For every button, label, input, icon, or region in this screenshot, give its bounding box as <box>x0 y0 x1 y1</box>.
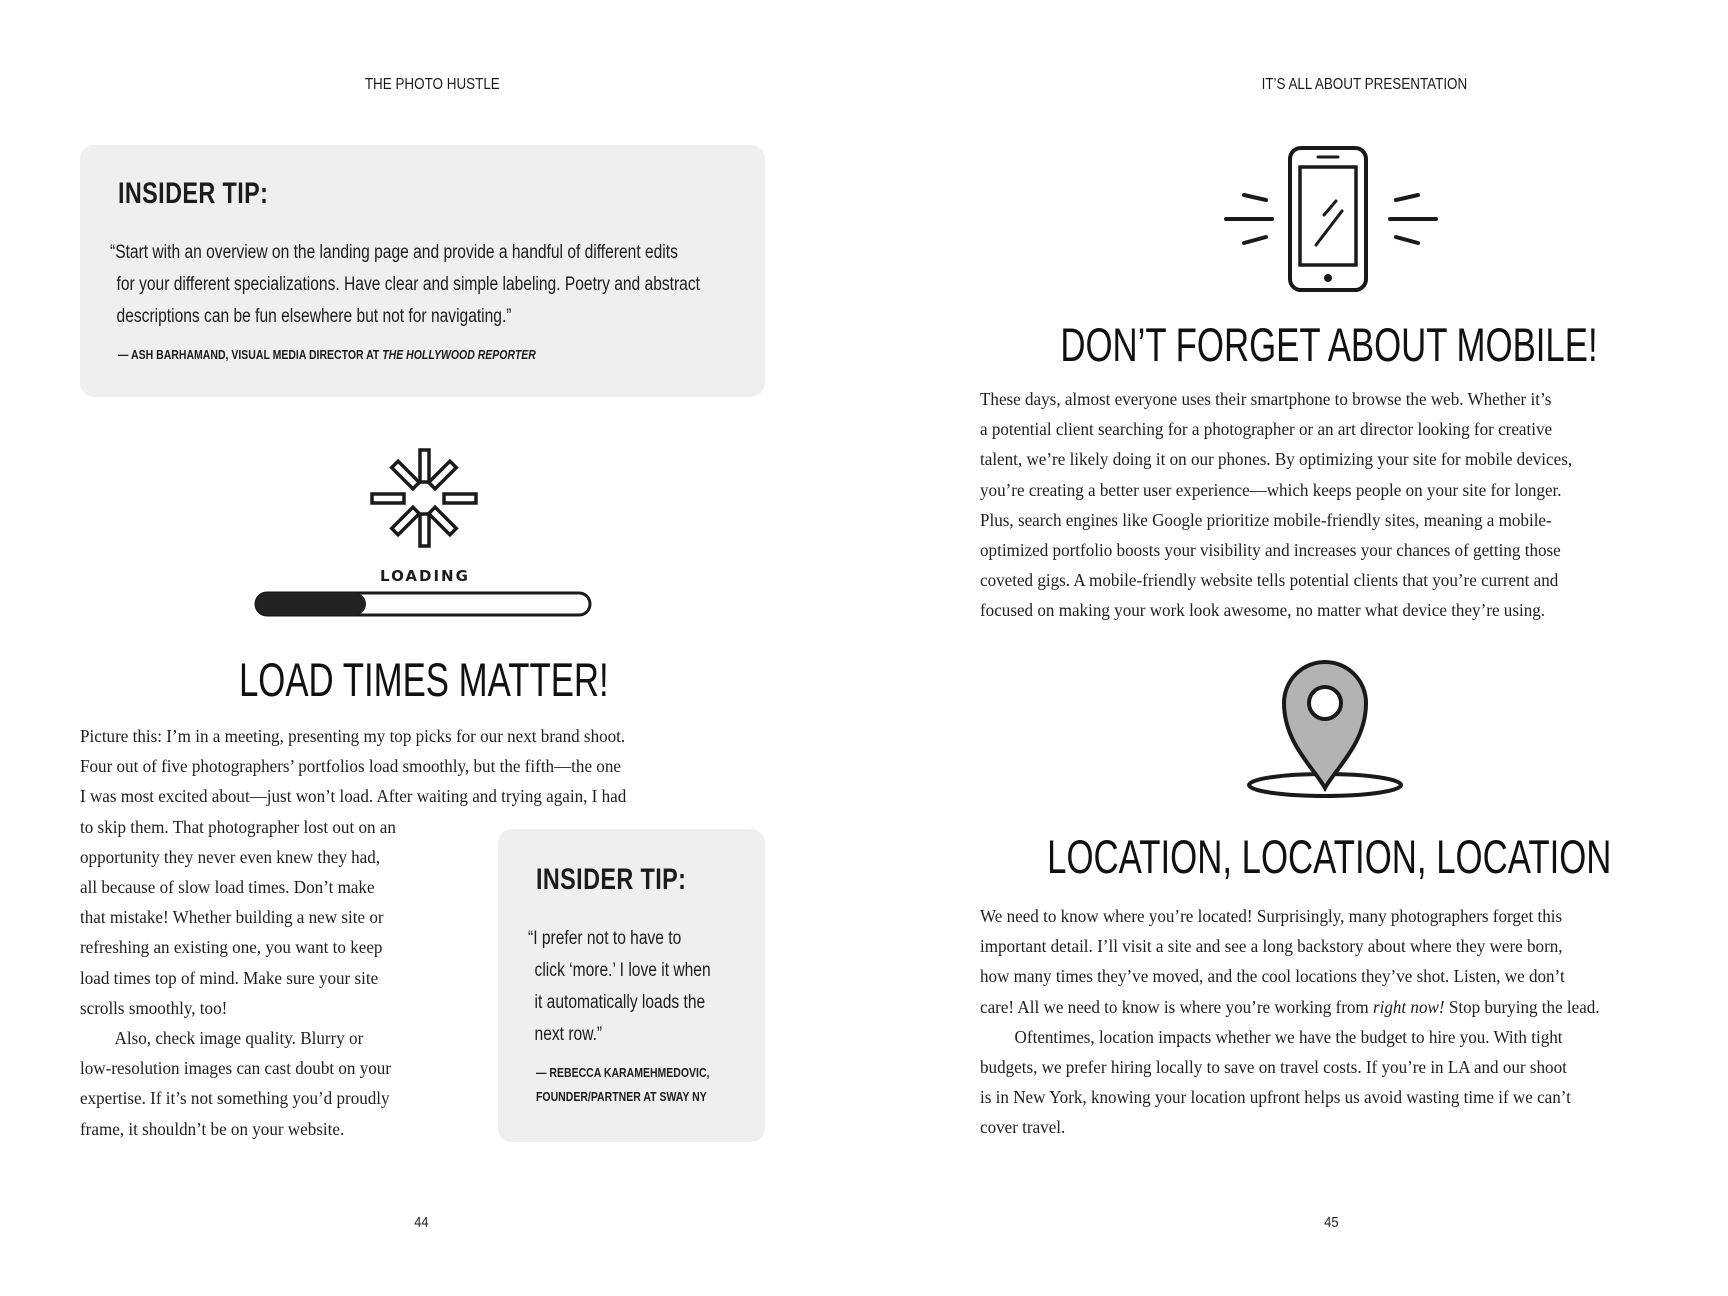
heading-mobile: DON’T FORGET ABOUT MOBILE! <box>1060 318 1598 371</box>
map-pin-icon <box>1244 658 1414 803</box>
mobile-body: These days, almost everyone uses their smartphone to browse the web. Whether it’s a potential client searching for a photographer or an art director looking for creative talent, we’re likely doing it on our phones. By optimizing your site for mobile devices, you’re creating a better user experience—which keeps people on your site for longer. Plus, search engines like Google prioritize mobile-friendly sites, meaning a mobile- optimized portfolio boosts your visibility and increases your chances of getting those coveted gigs. A mobile-friendly website tells potential clients that you’re current and focused on making your work look awesome, no matter what device they’re using. <box>980 389 1573 621</box>
loading-progress-bar <box>254 590 594 620</box>
loading-spinner-icon <box>364 446 484 556</box>
tip-attribution: — REBECCA KARAMEHMEDOVIC, FOUNDER/PARTNER AT SWAY NY <box>536 1066 710 1104</box>
heading-load-times: LOAD TIMES MATTER! <box>239 653 609 706</box>
tip-title: INSIDER TIP: <box>118 177 269 210</box>
tip-quote: “Start with an overview on the landing page and provide a handful of different edits for your different specializations. Have clear and simple labeling. Poetry and abstract descriptions can be fun elsewhere but not for navigating.” <box>110 242 700 327</box>
loading-label: LOADING <box>380 567 470 585</box>
tip-attribution: — ASH BARHAMAND, VISUAL MEDIA DIRECTOR AT THE HOLLYWOOD REPORTER <box>118 348 536 362</box>
right-page <box>864 0 1728 1296</box>
heading-location: LOCATION, LOCATION, LOCATION <box>1046 830 1612 883</box>
smartphone-icon <box>1214 145 1444 295</box>
insider-tip-box-2 <box>498 829 765 1142</box>
insider-tip-box <box>80 145 765 397</box>
tip-quote: “I prefer not to have to click ‘more.’ I love it when it automatically loads the next row.” <box>528 928 711 1045</box>
page-number-right: 45 <box>1324 1214 1339 1231</box>
running-head-left: THE PHOTO HUSTLE <box>364 76 500 93</box>
location-body: We need to know where you’re located! Surprisingly, many photographers forget this important detail. I’ll visit a site and see a long backstory about where they were born, how many times they’ve moved, and the cool locations they’ve shot. Listen, we don’t care! All we need to know is where you’re working from right now! Stop burying the lead. Oftentimes, location impacts whether we have the budget to hire you. With tight budgets, we prefer hiring locally to save on travel costs. If you’re in LA and our shoot is in New York, knowing your location upfront helps us avoid wasting time if we can’t cover travel. <box>980 906 1600 1138</box>
running-head-right: IT’S ALL ABOUT PRESENTATION <box>1261 76 1467 93</box>
load-times-body: Picture this: I’m in a meeting, presenting my top picks for our next brand shoot. Four out of five photographers’ portfolios load smoothly, but the fifth—the one I was most excited about—just won’t load. After waiting and trying again, I had to skip them. That photographer lost out on an opportunity they never even knew they had, all because of slow load times. Don’t make that mistake! Whether building a new site or refreshing an existing one, you want to keep load times top of mind. Make sure your site scrolls smoothly, too! Also, check image quality. Blurry or low-resolution images can cast doubt on your expertise. If it’s not something you’d proudly frame, it shouldn’t be on your website. <box>80 726 627 1139</box>
page-number-left: 44 <box>414 1214 429 1231</box>
tip-title: INSIDER TIP: <box>536 863 687 896</box>
